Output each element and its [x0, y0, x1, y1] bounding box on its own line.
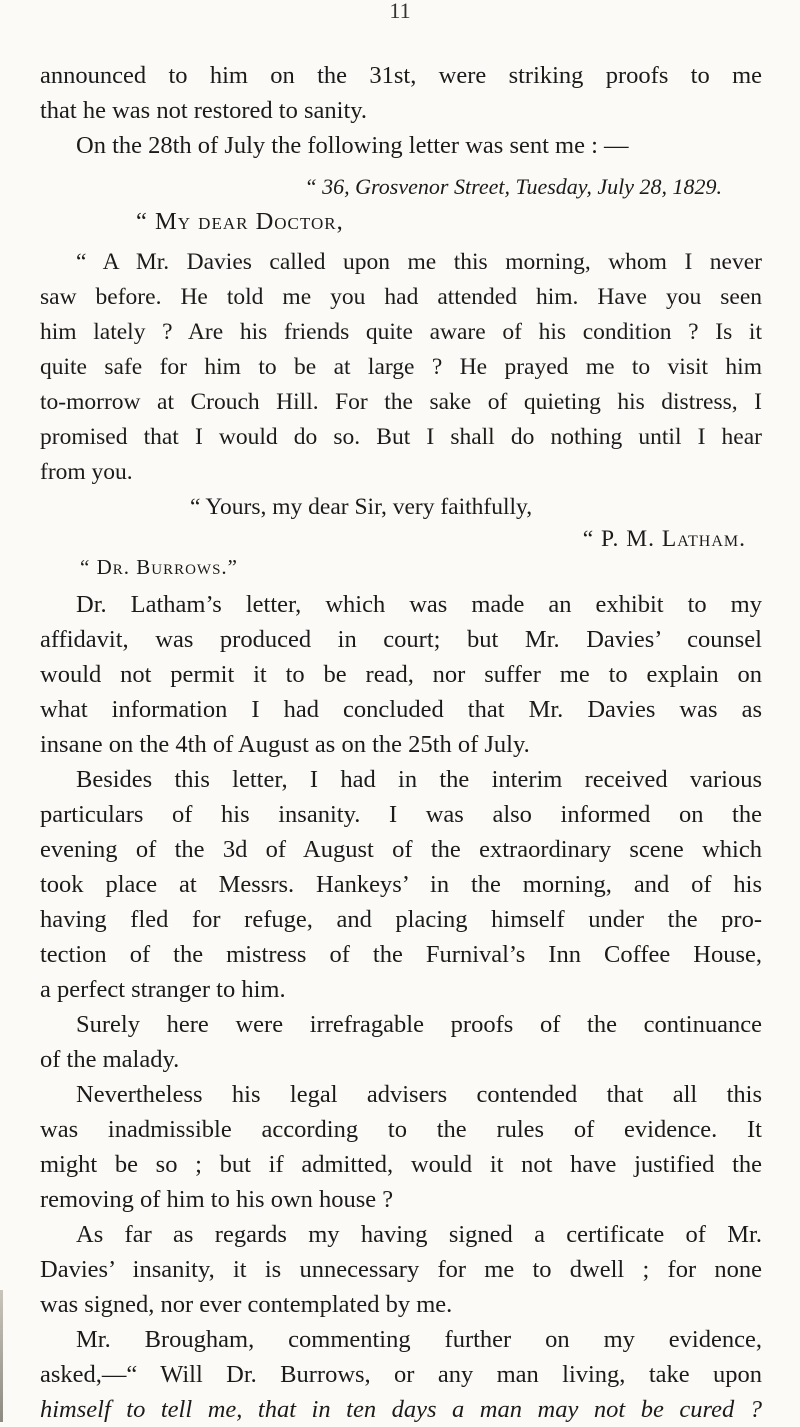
text-line: himself to tell me, that in ten days a man may not be cured ?: [40, 1396, 762, 1423]
letter-line: him lately ? Are his friends quite aware of his condition ? Is it: [40, 319, 762, 345]
page-binding-edge: [0, 1290, 3, 1422]
letter-line: to-morrow at Crouch Hill. For the sake of quieting his distress, I: [40, 389, 762, 415]
text-line: insane on the 4th of August as on the 25th of July.: [40, 731, 530, 758]
text-line: Besides this letter, I had in the interim received various: [76, 766, 762, 793]
letter-line: saw before. He told me you had attended him. Have you seen: [40, 284, 762, 310]
text-line: took place at Messrs. Hankeys’ in the morning, and of his: [40, 871, 762, 898]
text-line: removing of him to his own house ?: [40, 1186, 394, 1213]
text-line: might be so ; but if admitted, would it not have justified the: [40, 1151, 762, 1178]
paragraph: [40, 1077, 762, 1217]
text-line: Mr. Brougham, commenting further on my evidence,: [76, 1326, 762, 1353]
text-line: would not permit it to be read, nor suffer me to explain on: [40, 661, 762, 688]
paragraph: [40, 1217, 762, 1322]
text-line: tection of the mistress of the Furnival’s Inn Coffee House,: [40, 941, 762, 968]
paragraph: [40, 762, 762, 1007]
paragraph: [40, 587, 762, 762]
page-number: 11: [389, 0, 411, 23]
paragraph: [40, 1007, 762, 1077]
letter-signature: “ P. M. Latham.: [582, 526, 746, 552]
text-line: having fled for refuge, and placing himself under the pro-: [40, 906, 762, 933]
text-line: that he was not restored to sanity.: [40, 97, 368, 124]
text-line: was signed, nor ever contemplated by me.: [40, 1291, 453, 1318]
text-line: evening of the 3d of August of the extraordinary scene which: [40, 836, 762, 863]
paragraph: [40, 128, 762, 163]
text-line: Surely here were irrefragable proofs of the continuance: [76, 1011, 762, 1038]
text-line: a perfect stranger to him.: [40, 976, 286, 1003]
letter-closing: “ Yours, my dear Sir, very faithfully,: [190, 494, 533, 520]
text-line: of the malady.: [40, 1046, 180, 1073]
letter-salutation: “ My dear Doctor,: [136, 208, 344, 235]
text-line: On the 28th of July the following letter was sent me : —: [76, 132, 629, 159]
letter-line: quite safe for him to be at large ? He prayed me to visit him: [40, 354, 762, 380]
letter-dateline: [40, 169, 762, 204]
text-line: asked,—“ Will Dr. Burrows, or any man living, take upon: [40, 1361, 762, 1388]
text-line: was inadmissible according to the rules of evidence. It: [40, 1116, 762, 1143]
letter-line: promised that I would do so. But I shall do nothing until I hear: [40, 424, 762, 450]
text-line: Davies’ insanity, it is unnecessary for me to dwell ; for none: [40, 1256, 762, 1283]
paragraph: [40, 1322, 762, 1427]
text-line: Dr. Latham’s letter, which was made an exhibit to my: [76, 591, 762, 618]
text-line: particulars of his insanity. I was also informed on the: [40, 801, 762, 828]
letter-addressee: “ Dr. Burrows.”: [80, 555, 238, 579]
body-text: [40, 58, 762, 1427]
text-line: affidavit, was produced in court; but Mr. Davies’ counsel: [40, 626, 762, 653]
letter-dateline-text: “ 36, Grosvenor Street, Tuesday, July 28, 1829.: [304, 174, 722, 199]
letter-line: “ A Mr. Davies called upon me this morning, whom I never: [76, 249, 762, 275]
text-line: Nevertheless his legal advisers contended that all this: [76, 1081, 762, 1108]
text-line: As far as regards my having signed a certificate of Mr.: [76, 1221, 762, 1248]
letter-line: from you.: [40, 459, 133, 485]
text-line: what information I had concluded that Mr. Davies was as: [40, 696, 762, 723]
letter: [40, 169, 762, 581]
text-line: announced to him on the 31st, were striking proofs to me: [40, 62, 762, 89]
paragraph: [40, 58, 762, 128]
